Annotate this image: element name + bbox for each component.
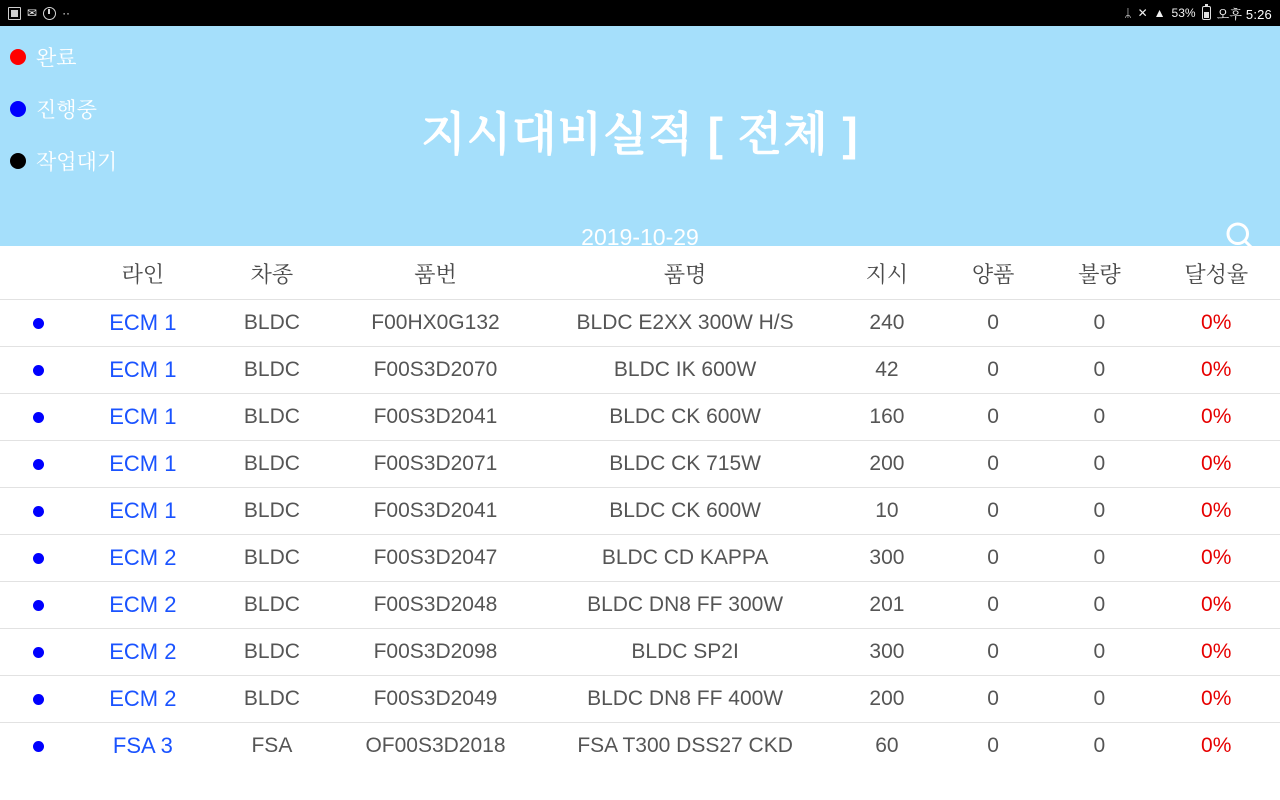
- cell-order: 300: [834, 535, 940, 582]
- cell-partname: BLDC CD KAPPA: [536, 535, 833, 582]
- cell-partname: BLDC E2XX 300W H/S: [536, 300, 833, 347]
- cell-partname: BLDC DN8 FF 400W: [536, 676, 833, 723]
- table-row[interactable]: [0, 394, 1280, 441]
- search-icon[interactable]: [1222, 218, 1258, 246]
- production-table: [0, 246, 1280, 769]
- page-title: 지시대비실적 [ 전체 ]: [421, 108, 859, 160]
- cell-partno: F00S3D2049: [335, 676, 537, 723]
- cell-cartype: BLDC: [209, 441, 334, 488]
- status-dot-icon: [33, 459, 44, 470]
- legend-label-complete: 완료: [36, 47, 77, 70]
- cell-cartype: FSA: [209, 723, 334, 770]
- status-dot-icon: [33, 506, 44, 517]
- table-row[interactable]: [0, 488, 1280, 535]
- cell-cartype: BLDC: [209, 629, 334, 676]
- row-status-dot-cell: [0, 582, 76, 629]
- app-header: [0, 26, 1280, 246]
- cell-line[interactable]: ECM 2: [76, 535, 209, 582]
- status-bar-right-icons: [1124, 4, 1272, 23]
- column-header-rate: 달성율: [1184, 262, 1249, 287]
- cell-line[interactable]: ECM 2: [76, 582, 209, 629]
- cell-partno: OF00S3D2018: [335, 723, 537, 770]
- table-body: [0, 300, 1280, 770]
- column-header-line: 라인: [121, 262, 165, 287]
- status-dot-icon: [33, 318, 44, 329]
- more-icon: ··: [62, 6, 71, 20]
- table-row[interactable]: [0, 723, 1280, 770]
- legend-item-waiting: [10, 146, 117, 176]
- cell-rate: 0%: [1152, 488, 1280, 535]
- status-bar-left-icons: [8, 7, 70, 20]
- wifi-icon: ▲: [1153, 6, 1166, 20]
- cell-partname: FSA T300 DSS27 CKD: [536, 723, 833, 770]
- cell-line[interactable]: ECM 1: [76, 488, 209, 535]
- bluetooth-icon: ᛦ: [1124, 6, 1132, 20]
- status-dot-icon: [33, 647, 44, 658]
- cell-partno: F00S3D2041: [335, 394, 537, 441]
- cell-order: 10: [834, 488, 940, 535]
- battery-percent-label: 53%: [1171, 6, 1196, 20]
- row-status-dot-cell: [0, 723, 76, 770]
- cell-rate: 0%: [1152, 347, 1280, 394]
- status-bar-clock: 오후 5:26: [1216, 6, 1272, 22]
- cell-line[interactable]: ECM 2: [76, 676, 209, 723]
- column-header-good: 양품: [971, 262, 1015, 287]
- table-row[interactable]: [0, 582, 1280, 629]
- row-status-dot-cell: [0, 394, 76, 441]
- table-row[interactable]: [0, 535, 1280, 582]
- cell-rate: 0%: [1152, 629, 1280, 676]
- status-legend: [10, 42, 117, 176]
- image-icon: [8, 7, 21, 20]
- column-header-bad: 불량: [1078, 262, 1121, 287]
- search-icon-glyph: [1222, 218, 1258, 246]
- status-dot-icon: [33, 553, 44, 564]
- cell-bad: 0: [1046, 582, 1152, 629]
- row-status-dot-cell: [0, 676, 76, 723]
- battery-icon: [1202, 6, 1211, 20]
- cell-partno: F00HX0G132: [335, 300, 537, 347]
- mute-icon: ✕: [1137, 6, 1148, 20]
- legend-label-inprogress: 진행중: [36, 99, 97, 122]
- cell-bad: 0: [1046, 300, 1152, 347]
- row-status-dot-cell: [0, 441, 76, 488]
- cell-bad: 0: [1046, 441, 1152, 488]
- cell-order: 200: [834, 676, 940, 723]
- cell-order: 42: [834, 347, 940, 394]
- cell-good: 0: [940, 488, 1046, 535]
- column-header-cartype: 차종: [250, 262, 294, 287]
- cell-line[interactable]: ECM 2: [76, 629, 209, 676]
- cell-good: 0: [940, 582, 1046, 629]
- legend-dot-inprogress: [10, 101, 26, 117]
- cell-partno: F00S3D2070: [335, 347, 537, 394]
- cell-bad: 0: [1046, 723, 1152, 770]
- row-status-dot-cell: [0, 300, 76, 347]
- cell-cartype: BLDC: [209, 300, 334, 347]
- cell-partname: BLDC IK 600W: [536, 347, 833, 394]
- cell-good: 0: [940, 676, 1046, 723]
- cell-bad: 0: [1046, 676, 1152, 723]
- clock-icon: [43, 7, 56, 20]
- email-icon: ✉: [27, 6, 38, 20]
- cell-good: 0: [940, 723, 1046, 770]
- cell-bad: 0: [1046, 347, 1152, 394]
- cell-partname: BLDC DN8 FF 300W: [536, 582, 833, 629]
- cell-rate: 0%: [1152, 723, 1280, 770]
- cell-bad: 0: [1046, 394, 1152, 441]
- cell-partname: BLDC SP2I: [536, 629, 833, 676]
- table-row[interactable]: [0, 441, 1280, 488]
- cell-good: 0: [940, 300, 1046, 347]
- cell-line[interactable]: ECM 1: [76, 300, 209, 347]
- cell-line[interactable]: ECM 1: [76, 394, 209, 441]
- table-row[interactable]: [0, 676, 1280, 723]
- cell-partno: F00S3D2041: [335, 488, 537, 535]
- cell-partno: F00S3D2071: [335, 441, 537, 488]
- status-dot-icon: [33, 600, 44, 611]
- table-row[interactable]: [0, 347, 1280, 394]
- cell-order: 300: [834, 629, 940, 676]
- cell-partno: F00S3D2098: [335, 629, 537, 676]
- cell-partno: F00S3D2048: [335, 582, 537, 629]
- legend-label-waiting: 작업대기: [36, 151, 118, 174]
- column-header-order: 지시: [865, 262, 909, 287]
- cell-bad: 0: [1046, 488, 1152, 535]
- cell-order: 240: [834, 300, 940, 347]
- row-status-dot-cell: [0, 488, 76, 535]
- row-status-dot-cell: [0, 347, 76, 394]
- cell-bad: 0: [1046, 535, 1152, 582]
- cell-rate: 0%: [1152, 582, 1280, 629]
- cell-line[interactable]: FSA 3: [76, 723, 209, 770]
- cell-rate: 0%: [1152, 535, 1280, 582]
- cell-partname: BLDC CK 600W: [536, 488, 833, 535]
- cell-good: 0: [940, 441, 1046, 488]
- row-status-dot-cell: [0, 629, 76, 676]
- cell-cartype: BLDC: [209, 535, 334, 582]
- legend-dot-waiting: [10, 153, 26, 169]
- cell-cartype: BLDC: [209, 488, 334, 535]
- android-status-bar: [0, 0, 1280, 26]
- column-header-status: [0, 246, 76, 300]
- status-dot-icon: [33, 365, 44, 376]
- cell-partname: BLDC CK 600W: [536, 394, 833, 441]
- legend-item-complete: [10, 42, 117, 72]
- cell-rate: 0%: [1152, 676, 1280, 723]
- table-header-row: [0, 246, 1280, 300]
- cell-good: 0: [940, 394, 1046, 441]
- status-dot-icon: [33, 694, 44, 705]
- cell-order: 201: [834, 582, 940, 629]
- cell-rate: 0%: [1152, 394, 1280, 441]
- cell-cartype: BLDC: [209, 582, 334, 629]
- cell-partno: F00S3D2047: [335, 535, 537, 582]
- column-header-partname: 품명: [663, 262, 707, 287]
- legend-dot-complete: [10, 49, 26, 65]
- cell-line[interactable]: ECM 1: [76, 441, 209, 488]
- cell-line[interactable]: ECM 1: [76, 347, 209, 394]
- cell-rate: 0%: [1152, 300, 1280, 347]
- cell-order: 160: [834, 394, 940, 441]
- cell-rate: 0%: [1152, 441, 1280, 488]
- cell-cartype: BLDC: [209, 347, 334, 394]
- cell-bad: 0: [1046, 629, 1152, 676]
- selected-date-label[interactable]: 2019-10-29: [581, 224, 699, 246]
- cell-good: 0: [940, 535, 1046, 582]
- row-status-dot-cell: [0, 535, 76, 582]
- cell-partname: BLDC CK 715W: [536, 441, 833, 488]
- cell-cartype: BLDC: [209, 676, 334, 723]
- cell-good: 0: [940, 629, 1046, 676]
- cell-good: 0: [940, 347, 1046, 394]
- table-row[interactable]: [0, 629, 1280, 676]
- status-dot-icon: [33, 741, 44, 752]
- cell-cartype: BLDC: [209, 394, 334, 441]
- legend-item-inprogress: [10, 94, 117, 124]
- column-header-partno: 품번: [414, 262, 457, 287]
- cell-order: 60: [834, 723, 940, 770]
- cell-order: 200: [834, 441, 940, 488]
- table-row[interactable]: [0, 300, 1280, 347]
- status-dot-icon: [33, 412, 44, 423]
- production-table-container[interactable]: [0, 246, 1280, 800]
